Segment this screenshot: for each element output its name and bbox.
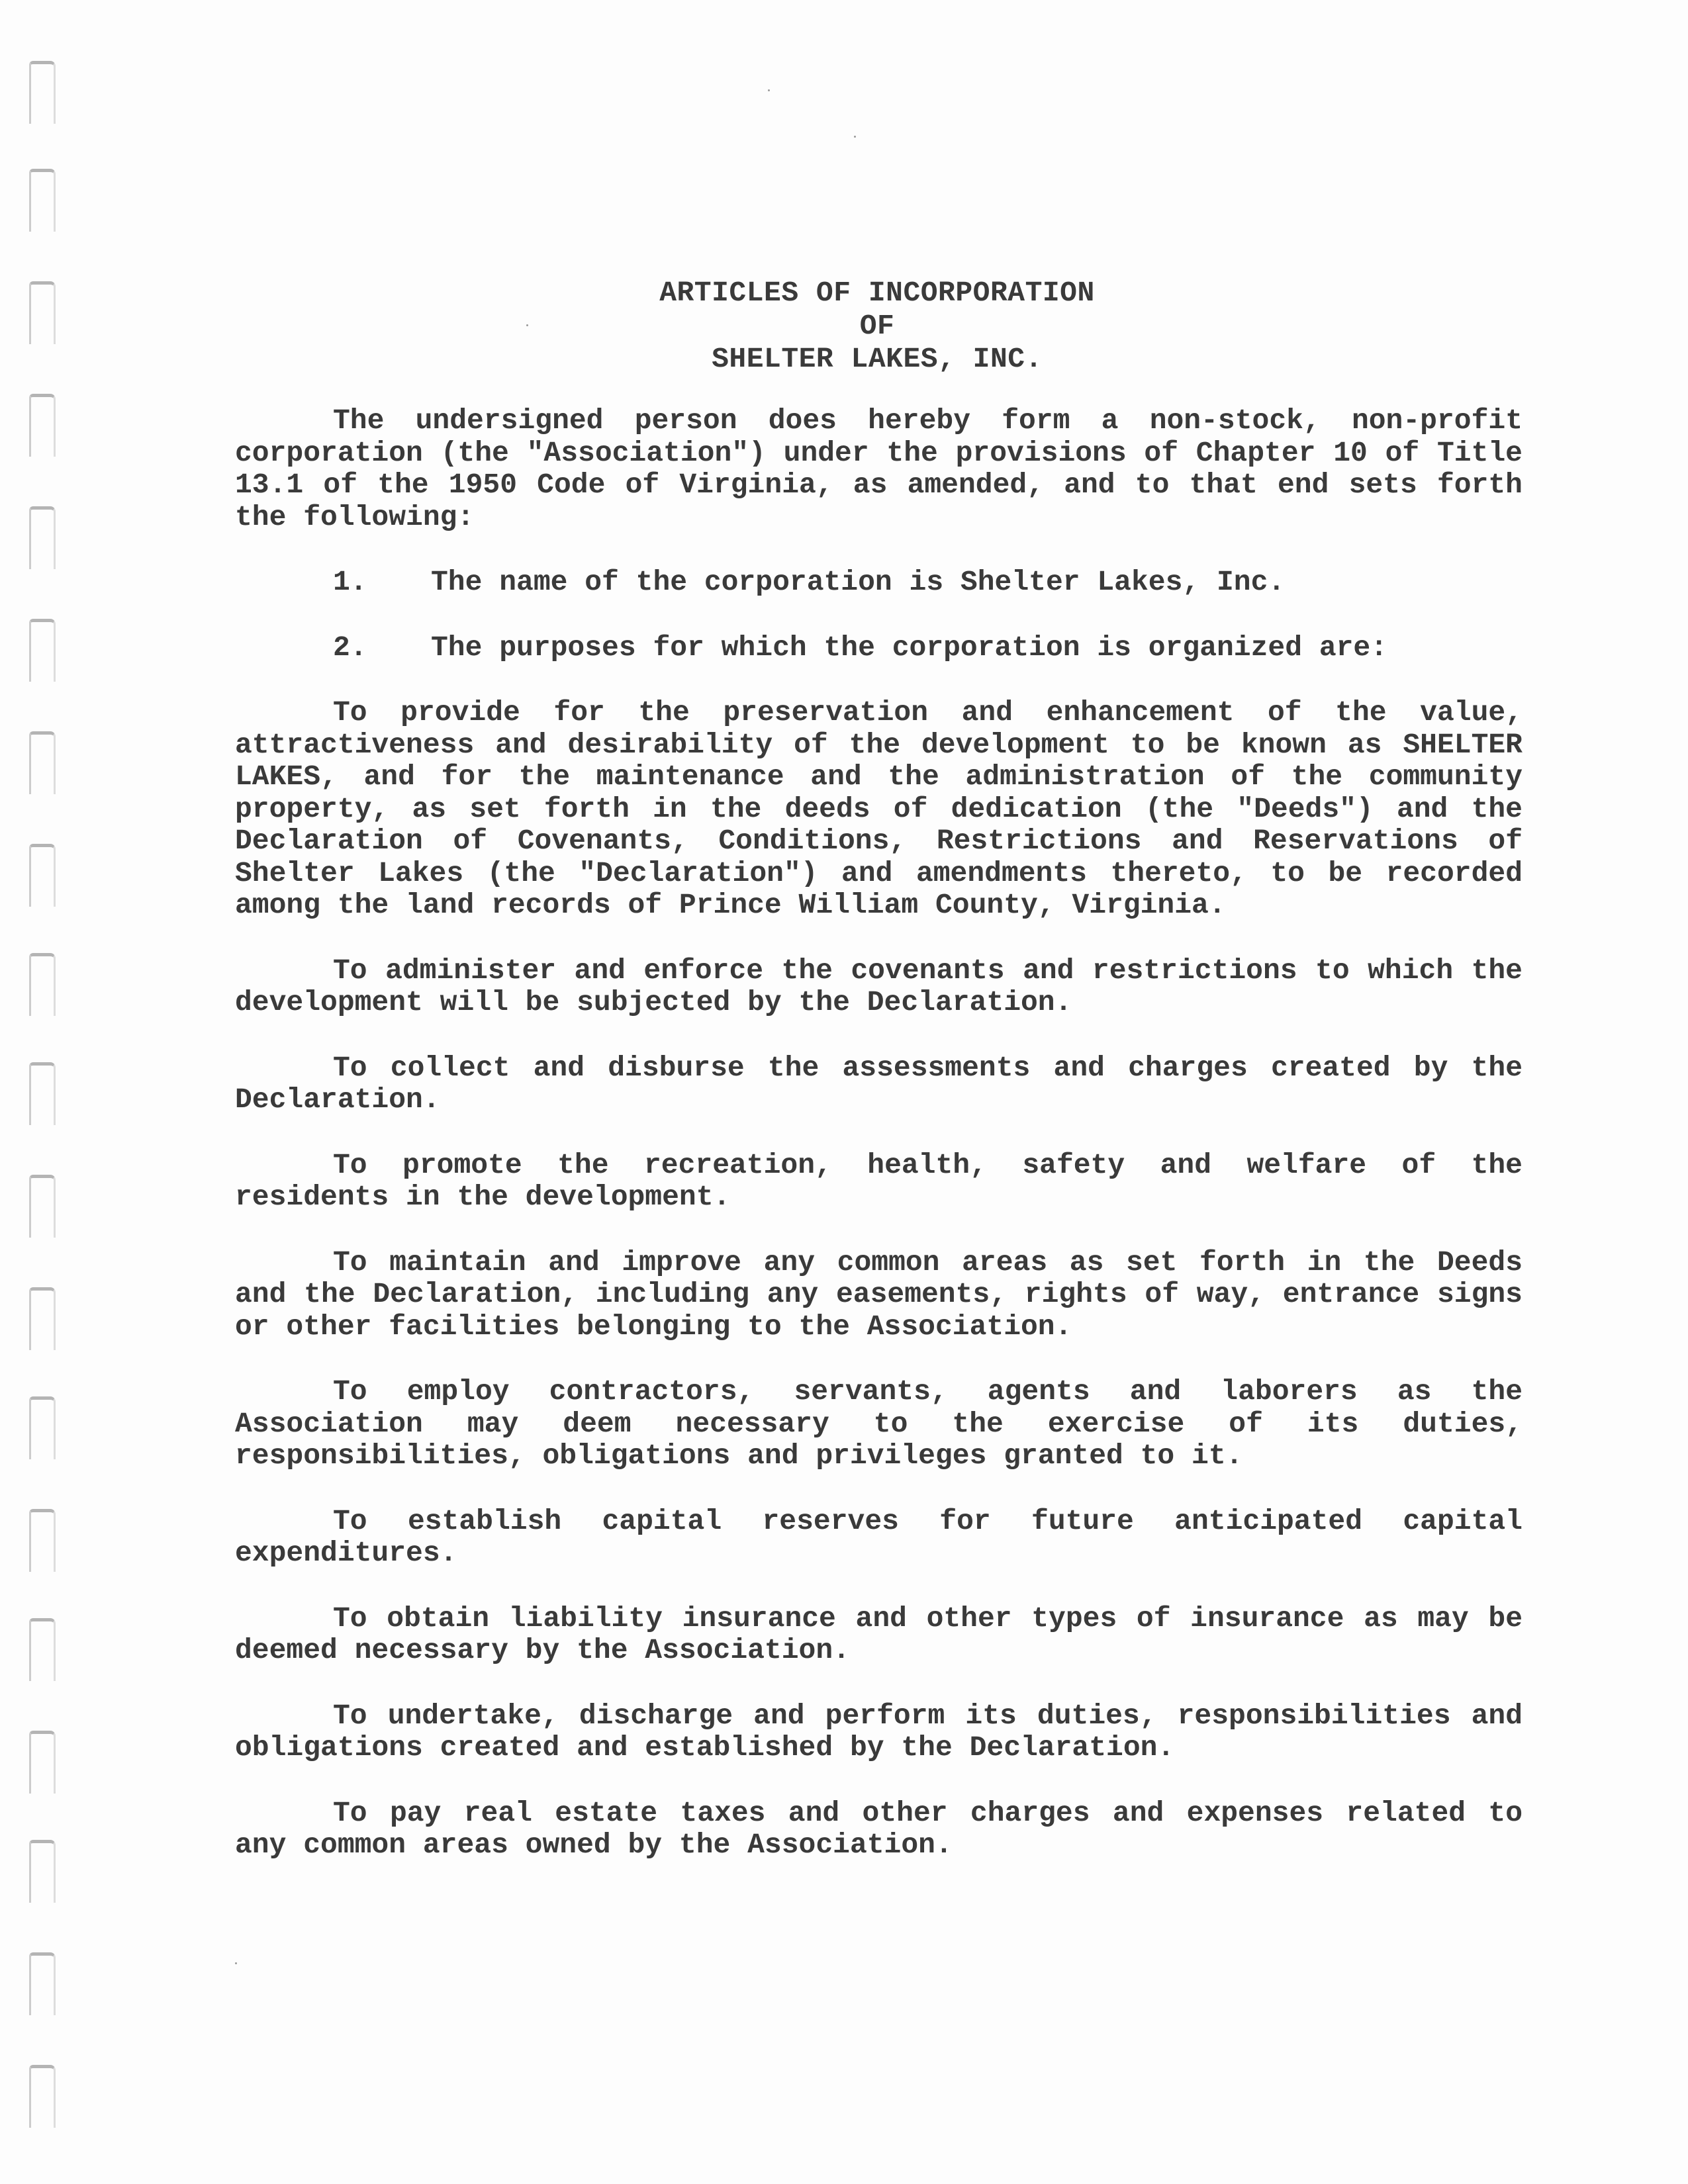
- purpose-paragraph: To collect and disburse the assessments and charges created by the Declaration.: [235, 1051, 1523, 1116]
- numbered-item-2: [235, 632, 1523, 664]
- purpose-paragraph: To employ contractors, servants, agents and laborers as the Association may deem necessary to the exercise of its duties, responsibilities, obligations and privileges granted to it.: [235, 1375, 1523, 1472]
- binding-mark-icon: [29, 844, 56, 907]
- numbered-item-1: [235, 567, 1523, 599]
- intro-paragraph: The undersigned person does hereby form a non-stock, non-profit corporation (the "Association") under the provisions of Chapter 10 of Title 13.1 of the 1950 Code of Virginia, as amended, and to that end sets forth the following:: [235, 404, 1523, 533]
- binding-mark-icon: [29, 953, 56, 1016]
- document-body: [235, 405, 1523, 1895]
- document-title: [0, 277, 1688, 376]
- binding-mark-icon: [29, 2065, 56, 2128]
- binding-mark-icon: [29, 1731, 56, 1794]
- item-text: The purposes for which the corporation is organized are:: [431, 631, 1388, 664]
- item-text: The name of the corporation is Shelter Lakes, Inc.: [431, 566, 1286, 598]
- purpose-paragraph: To pay real estate taxes and other charges and expenses related to any common areas owned by the Association.: [235, 1796, 1523, 1861]
- binding-mark-icon: [29, 506, 56, 569]
- title-line-1: ARTICLES OF INCORPORATION: [659, 277, 1095, 309]
- binding-mark-icon: [29, 731, 56, 794]
- binding-mark-icon: [29, 1952, 56, 2015]
- title-line-2: OF: [859, 310, 895, 342]
- binding-mark-icon: [29, 61, 56, 124]
- purpose-paragraph: To provide for the preservation and enhancement of the value, attractiveness and desirability of the development to be known as SHELTER LAKES, and for the maintenance and the administration of the community property, as set forth in the deeds of dedication (the "Deeds") and the Declaration of Covenants, Conditions, Restrictions and Reservations of Shelter Lakes (the "Declaration") and amendments thereto, to be recorded among the land records of Prince William County, Virginia.: [235, 696, 1523, 921]
- scan-speck: [854, 136, 856, 138]
- purpose-paragraph: To maintain and improve any common areas as set forth in the Deeds and the Declaration, including any easements, rights of way, entrance signs or other facilities belonging to the Association.: [235, 1246, 1523, 1343]
- title-line-3: SHELTER LAKES, INC.: [712, 343, 1043, 375]
- item-number: 2.: [333, 631, 367, 664]
- binding-mark-icon: [29, 1062, 56, 1125]
- purpose-paragraph: To administer and enforce the covenants and restrictions to which the development will be subjected by the Declaration.: [235, 954, 1523, 1019]
- binding-mark-icon: [29, 619, 56, 682]
- scan-speck: [768, 89, 770, 91]
- binding-mark-icon: [29, 1175, 56, 1238]
- purpose-paragraph: To establish capital reserves for future anticipated capital expenditures.: [235, 1504, 1523, 1569]
- purpose-paragraph: To obtain liability insurance and other types of insurance as may be deemed necessary by the Association.: [235, 1602, 1523, 1666]
- binding-mark-icon: [29, 1287, 56, 1350]
- binding-mark-icon: [29, 1396, 56, 1459]
- binding-mark-icon: [29, 394, 56, 457]
- binding-mark-icon: [29, 1618, 56, 1681]
- purpose-paragraph: To undertake, discharge and perform its duties, responsibilities and obligations created and established by the Declaration.: [235, 1699, 1523, 1764]
- binding-mark-icon: [29, 169, 56, 232]
- binding-mark-icon: [29, 1509, 56, 1572]
- binding-mark-icon: [29, 1840, 56, 1903]
- scan-speck: [235, 1962, 237, 1964]
- purpose-paragraph: To promote the recreation, health, safety and welfare of the residents in the development.: [235, 1148, 1523, 1213]
- item-number: 1.: [333, 566, 367, 598]
- scan-speck: [526, 324, 528, 326]
